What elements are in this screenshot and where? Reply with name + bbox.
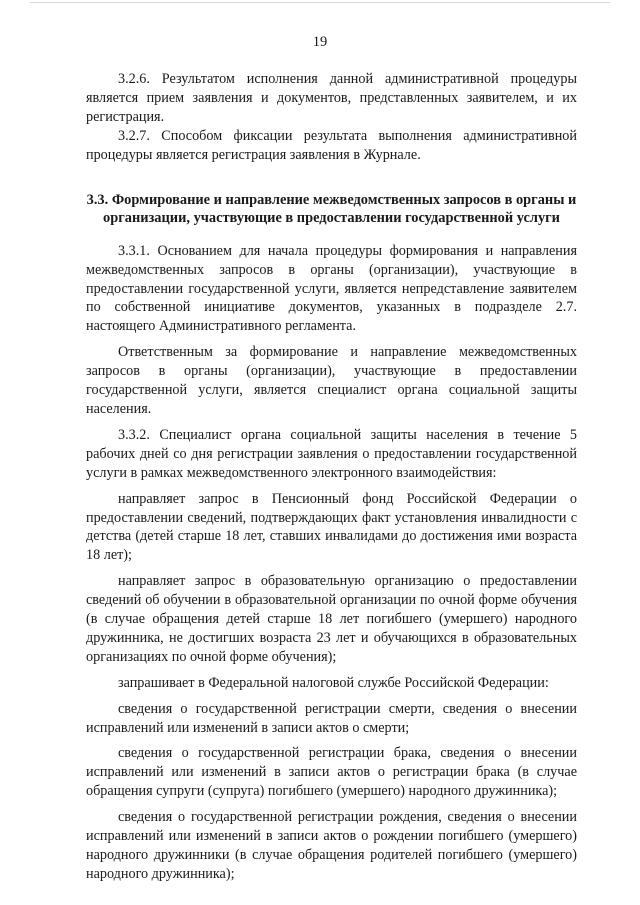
paragraph-3-2-7: 3.2.7. Способом фиксации результата выполнения административной процедуры является регистрация заявления в Журнале. — [86, 127, 577, 163]
list-item-education-request: направляет запрос в образовательную организацию о предоставлении сведений об обучении в образовательной организации по очной форме обучения (в случае обращения детей старше 18 лет погибшего (умершего) народного дружинника, не достигших возраста 23 лет и обучающихся в образовательных организациях по очной форме обучения); — [86, 573, 577, 665]
section-heading-3-3: 3.3. Формирование и направление межведомственных запросов в органы и организации, участвующие в предоставлении государственной услуги — [86, 191, 577, 227]
list-item-pension-fund-request: направляет запрос в Пенсионный фонд Российской Федерации о предоставлении сведений, подтверждающих факт установления инвалидности с детства (детей старше 18 лет, ставших инвалидами до достижения ими возраста 18 лет); — [86, 490, 577, 564]
paragraph-3-3-2: 3.3.2. Специалист органа социальной защиты населения в течение 5 рабочих дней со дня регистрации заявления о предоставлении государственной услуги в рамках межведомственного электронного взаимодействия: — [86, 426, 577, 481]
paragraph-responsible: Ответственным за формирование и направление межведомственных запросов в органы (организации), участвующие в предоставлении государственной услуги, является специалист органа социальной защиты населения. — [86, 344, 577, 417]
list-item-death-registration: сведения о государственной регистрации смерти, сведения о внесении исправлений или изменений в записи актов о смерти; — [86, 700, 577, 736]
document-body — [86, 70, 577, 884]
list-item-marriage-registration: сведения о государственной регистрации брака, сведения о внесении исправлений или изменений в записи актов о регистрации брака (в случае обращения супруги (супруга) погибшего (умершего) народного дружинника); — [86, 745, 577, 800]
page-top-edge-line — [30, 2, 610, 3]
list-item-tax-service-request: запрашивает в Федеральной налоговой службе Российской Федерации: — [118, 674, 549, 691]
paragraph-3-3-1: 3.3.1. Основанием для начала процедуры формирования и направления межведомственных запросов в органы (организации), участвующие в предоставлении государственной услуги, является непредставление заявителем по собственной инициативе документов, указанных в подразделе 2.7. настоящего Административного регламента. — [86, 242, 577, 335]
page-number: 19 — [312, 34, 328, 50]
list-item-birth-registration: сведения о государственной регистрации рождения, сведения о внесении исправлений или изменений в записи актов о рождении погибшего (умершего) народного дружинники (в случае обращения родителей погибшего (умершего) народного дружинника); — [86, 809, 577, 882]
paragraph-3-2-6: 3.2.6. Результатом исполнения данной административной процедуры является прием заявления и документов, представленных заявителем, и их регистрация. — [86, 71, 577, 125]
